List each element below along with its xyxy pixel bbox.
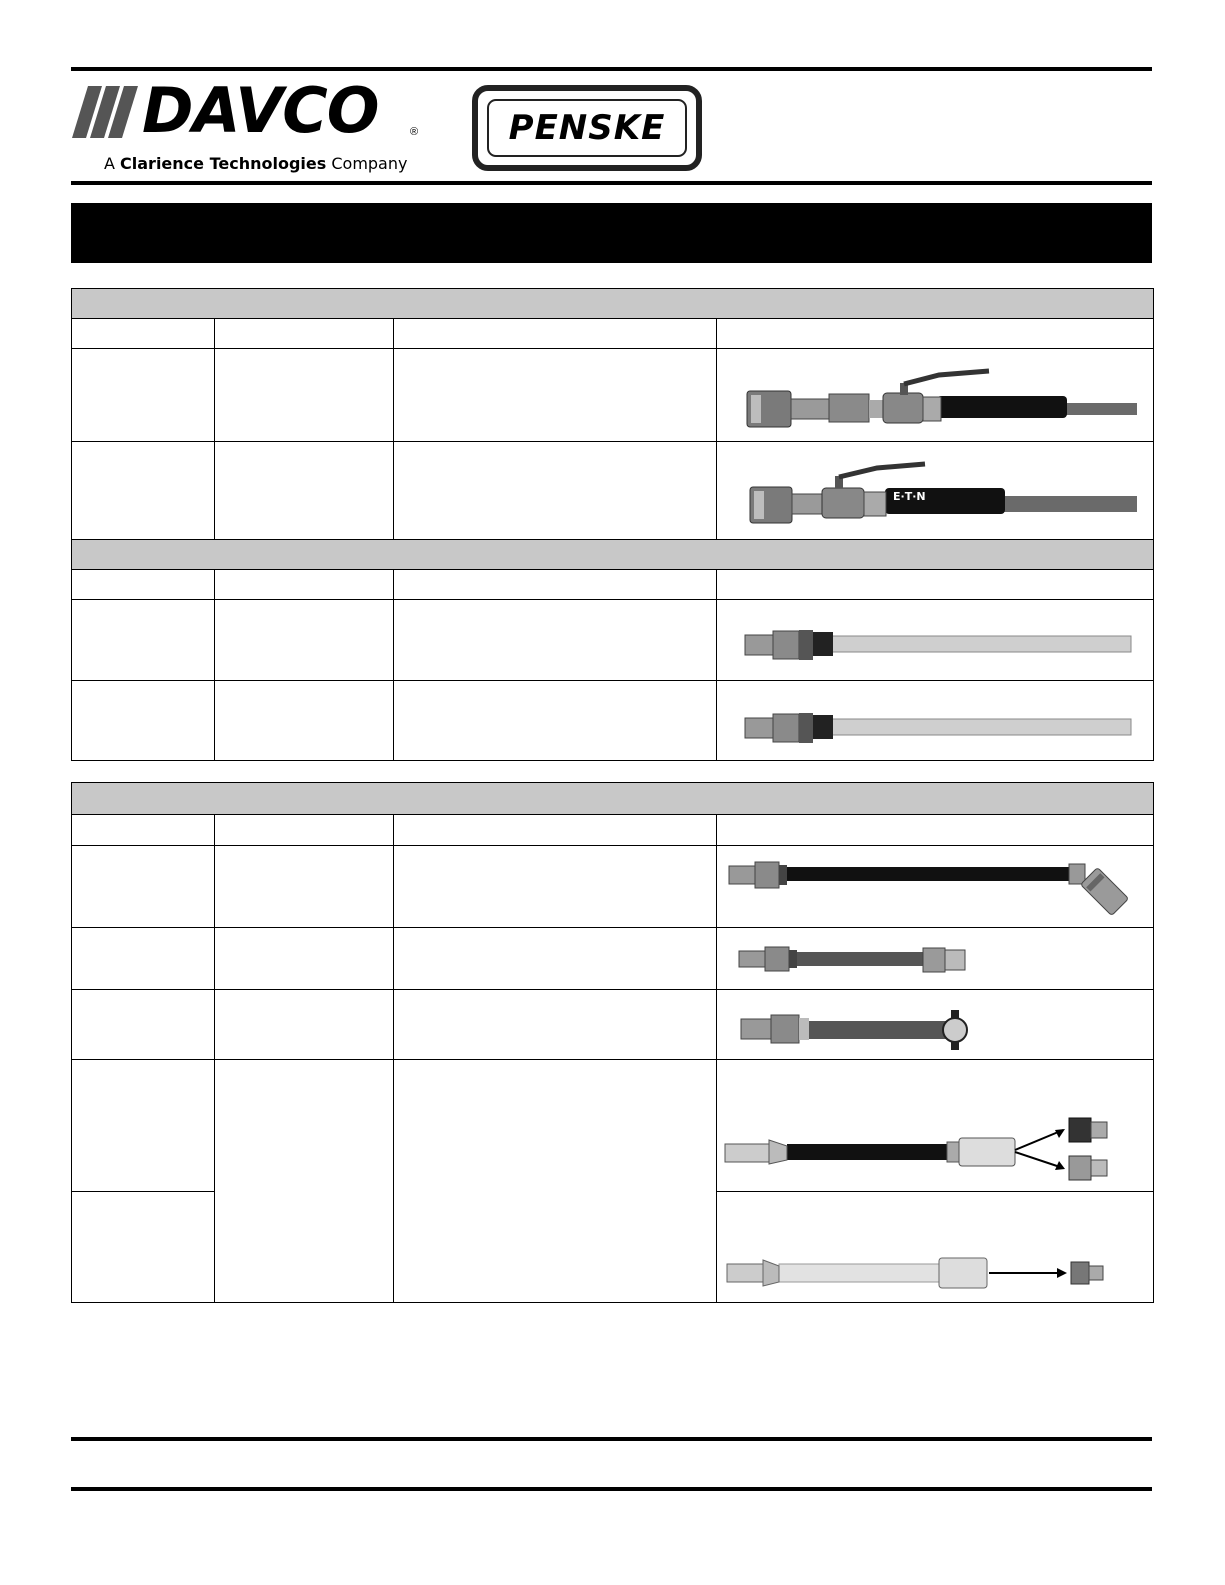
section-header-row: [72, 289, 1154, 319]
part-cell: [215, 442, 394, 540]
section-header: [72, 289, 1154, 319]
column-header-cell: [72, 570, 215, 600]
straight-hose-image: [717, 600, 1154, 681]
davco-tagline: A Clarience Technologies Company: [104, 154, 408, 173]
description-cell: [394, 928, 717, 990]
column-header-cell: [215, 815, 394, 846]
table-row: [72, 928, 1154, 990]
part-cell: [215, 928, 394, 990]
description-cell: [394, 442, 717, 540]
parts-table-1: [71, 288, 1154, 761]
column-header-cell: [717, 815, 1154, 846]
part-number-cell: [72, 1060, 215, 1192]
hose-image-cell: [717, 1192, 1154, 1303]
table-row: [72, 990, 1154, 1060]
davco-wordmark: DAVCO: [142, 74, 379, 147]
header-rule: [71, 181, 1152, 185]
penske-wordmark: PENSKE: [508, 108, 666, 148]
column-header-cell: [215, 319, 394, 349]
section-header-row: [72, 540, 1154, 570]
column-header-row: [72, 815, 1154, 846]
hose-image-cell: [717, 1060, 1154, 1192]
part-number-cell: [72, 349, 215, 442]
straight-hose-image-2: [717, 681, 1154, 761]
registered-mark: ®: [410, 126, 419, 138]
footer-rule-bottom: [71, 1487, 1152, 1491]
part-number-cell: [72, 442, 215, 540]
short-hose-image-1: [717, 928, 1154, 990]
hose-image-cell: [717, 990, 1154, 1060]
part-number-cell: [72, 928, 215, 990]
part-cell: [215, 600, 394, 681]
hose-image-cell: [717, 349, 1154, 442]
part-cell: [215, 846, 394, 928]
parts-table-2: [71, 782, 1154, 1303]
adapter-hose-image: [717, 1060, 1154, 1192]
column-header-cell: [72, 815, 215, 846]
hose-image-cell: [717, 928, 1154, 990]
column-header-cell: [394, 319, 717, 349]
title-bar: [71, 203, 1152, 263]
hose-image-cell: [717, 442, 1154, 540]
part-cell: [215, 990, 394, 1060]
section-header: [72, 540, 1154, 570]
penske-logo: [472, 85, 702, 171]
description-cell: [394, 1060, 717, 1303]
part-number-cell: [72, 846, 215, 928]
part-number-cell: [72, 990, 215, 1060]
eaton-label: E·T·N: [893, 490, 926, 503]
white-hose-adapter-image: [717, 1192, 1154, 1303]
table-row: [72, 442, 1154, 540]
column-header-cell: [394, 570, 717, 600]
column-header-row: [72, 570, 1154, 600]
column-header-cell: [215, 570, 394, 600]
hose-image-cell: [717, 846, 1154, 928]
part-number-cell: [72, 600, 215, 681]
top-rule: [71, 67, 1152, 71]
table-row: [72, 349, 1154, 442]
description-cell: [394, 846, 717, 928]
part-cell: [215, 681, 394, 761]
part-number-cell: [72, 681, 215, 761]
column-header-cell: [717, 319, 1154, 349]
valve-hose-eaton-image: [717, 442, 1154, 540]
table-row: [72, 1060, 1154, 1192]
part-cell: [215, 349, 394, 442]
valve-hose-image: [717, 349, 1154, 442]
section-header-row: [72, 783, 1154, 815]
column-header-cell: [72, 319, 215, 349]
description-cell: [394, 990, 717, 1060]
column-header-cell: [394, 815, 717, 846]
hose-image-cell: [717, 600, 1154, 681]
section-header: [72, 783, 1154, 815]
column-header-cell: [717, 570, 1154, 600]
description-cell: [394, 349, 717, 442]
elbow-hose-image: [717, 846, 1154, 928]
footer-rule-top: [71, 1437, 1152, 1441]
hose-image-cell: [717, 681, 1154, 761]
part-number-cell: [72, 1192, 215, 1303]
description-cell: [394, 681, 717, 761]
part-cell: [215, 1060, 394, 1303]
column-header-row: [72, 319, 1154, 349]
davco-logo: [72, 74, 432, 178]
davco-stripes-icon: [72, 86, 152, 142]
table-row: [72, 600, 1154, 681]
short-hose-image-2: [717, 990, 1154, 1060]
description-cell: [394, 600, 717, 681]
table-row: [72, 681, 1154, 761]
table-row: [72, 846, 1154, 928]
